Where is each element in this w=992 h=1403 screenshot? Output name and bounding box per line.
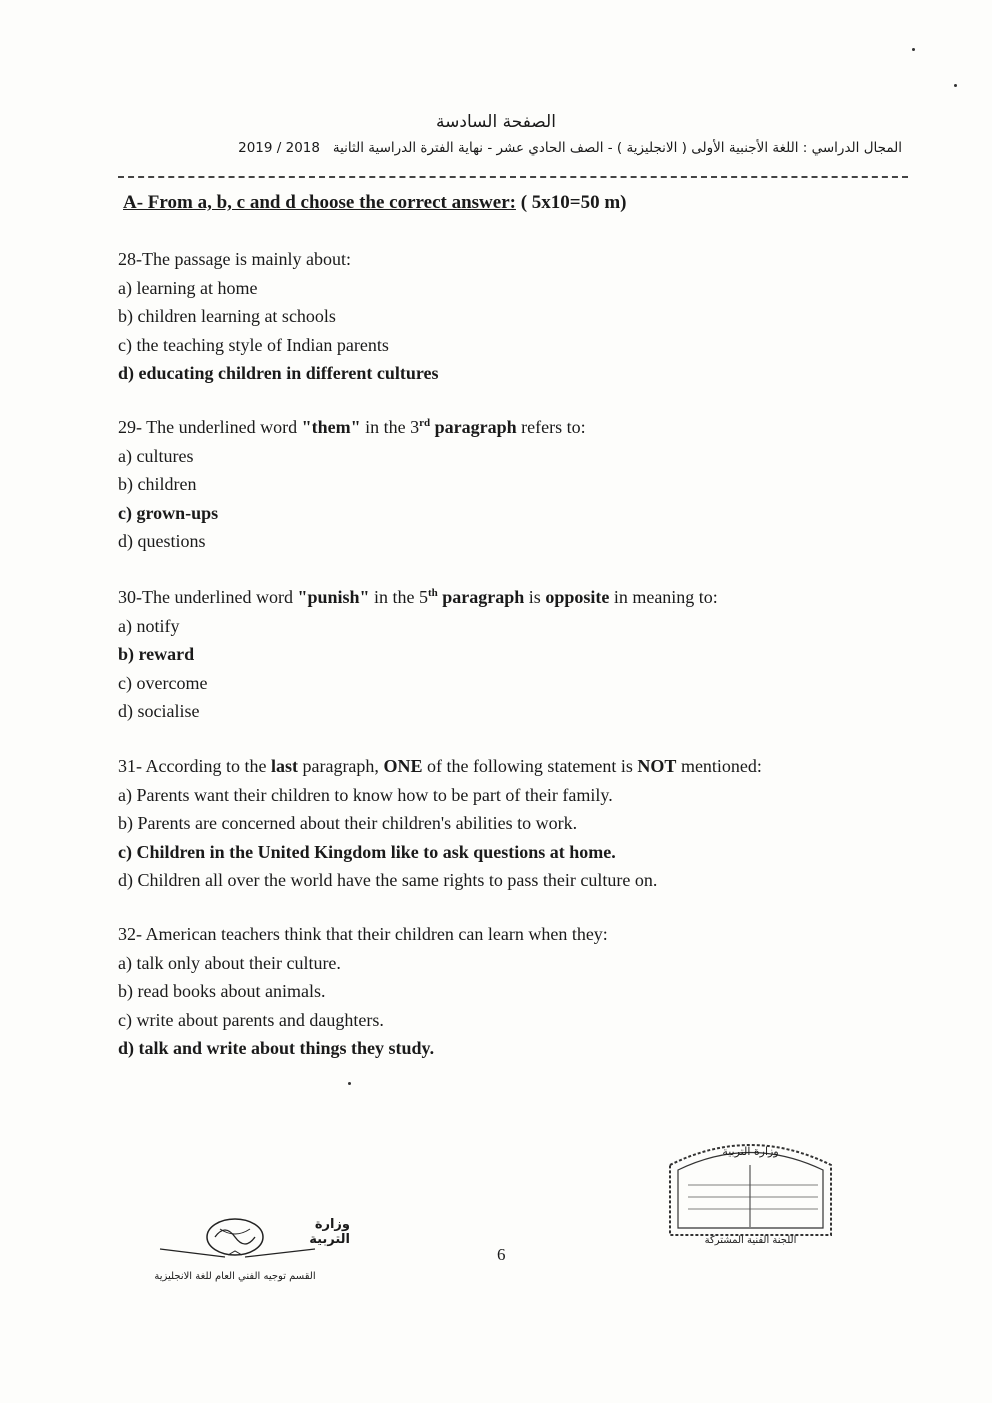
option-c: c) overcome — [118, 672, 208, 693]
stem-text: paragraph, — [297, 756, 384, 776]
section-marks: ( 5x10=50 m) — [520, 192, 627, 213]
stem-keyword: last — [270, 756, 298, 776]
stem-ordinal: th — [428, 587, 438, 599]
stem-keyword: "punish" — [297, 587, 370, 607]
option-c-answer: c) grown-ups — [118, 502, 219, 523]
scan-speck — [954, 84, 957, 87]
option-b: b) read books about animals. — [118, 981, 326, 1001]
stem-text: mentioned: — [676, 756, 762, 776]
stem-keyword: paragraph — [430, 417, 517, 437]
question-stem: 32- American teachers think that their children can learn when they: — [118, 924, 608, 944]
stamp-caption: اللجنة الفنية المشتركة — [704, 1235, 797, 1246]
seal-ministry-text: وزارة التربية — [309, 1217, 350, 1247]
question-stem: 28-The passage is mainly about: — [118, 249, 351, 269]
option-d-answer: d) talk and write about things they study. — [118, 1038, 435, 1058]
stamp-top-text: وزارة التربية — [722, 1145, 779, 1158]
scan-speck — [348, 1082, 351, 1085]
option-c-answer: c) Children in the United Kingdom like to ask questions at home. — [118, 841, 616, 862]
stem-ordinal: rd — [419, 417, 431, 429]
stem-text: 31- According to the — [118, 756, 271, 776]
question-29 — [118, 413, 586, 556]
stem-text: refers to: — [516, 417, 586, 437]
option-a: a) notify — [118, 615, 180, 636]
dashed-divider — [118, 176, 908, 178]
option-c: c) write about parents and daughters. — [118, 1009, 384, 1030]
option-d: d) socialise — [118, 701, 200, 721]
section-instruction: A- From a, b, c and d choose the correct answer: — [123, 192, 516, 213]
stem-text: of the following statement is — [422, 756, 638, 776]
option-a: a) Parents want their children to know how to be part of their family. — [118, 784, 613, 805]
question-28 — [118, 245, 439, 388]
scan-speck — [912, 48, 915, 51]
question-30 — [118, 583, 718, 726]
question-stem — [118, 583, 718, 612]
option-a: a) cultures — [118, 445, 194, 466]
page-number: 6 — [497, 1245, 506, 1264]
question-32 — [118, 920, 608, 1063]
option-a: a) learning at home — [118, 277, 258, 298]
option-c: c) the teaching style of Indian parents — [118, 334, 389, 355]
stem-text: 29- The underlined word — [118, 417, 302, 437]
seal-caption: القسم توجيه الفني العام للغة الانجليزية — [154, 1271, 316, 1282]
subject-line — [112, 140, 902, 156]
option-a: a) talk only about their culture. — [118, 952, 341, 973]
stem-text: in meaning to: — [609, 587, 718, 607]
subject-text: المجال الدراسي : اللغة الأجنبية الأولى ( الانجليزية ) - الصف الحادي عشر - نهاية الفترة الدراسية الثانية — [332, 140, 902, 156]
option-b: b) Parents are concerned about their children's abilities to work. — [118, 813, 578, 833]
question-stem — [118, 752, 762, 781]
question-stem — [118, 413, 586, 442]
section-heading — [123, 192, 627, 214]
option-d-answer: d) educating children in different cultures — [118, 363, 439, 383]
stem-keyword: ONE — [383, 756, 423, 776]
stem-keyword: paragraph — [437, 587, 525, 607]
stem-text: in the 5 — [369, 587, 428, 607]
stem-keyword: "them" — [301, 417, 361, 437]
stem-text: in the 3 — [360, 417, 420, 437]
stem-text: is — [524, 587, 546, 607]
page-title: الصفحة السادسة — [436, 112, 556, 132]
stem-text: 30-The underlined word — [118, 587, 298, 607]
option-b-answer: b) reward — [118, 644, 195, 664]
option-d: d) questions — [118, 531, 206, 551]
stem-keyword: opposite — [545, 587, 610, 607]
ministry-seal-left — [120, 1215, 350, 1295]
option-b: b) children learning at schools — [118, 306, 336, 326]
option-d: d) Children all over the world have the same rights to pass their culture on. — [118, 870, 658, 890]
question-31 — [118, 752, 762, 895]
committee-stamp — [658, 1135, 843, 1250]
stem-keyword: NOT — [637, 756, 677, 776]
option-b: b) children — [118, 474, 197, 494]
academic-year: 2019 / 2018 — [238, 140, 320, 156]
